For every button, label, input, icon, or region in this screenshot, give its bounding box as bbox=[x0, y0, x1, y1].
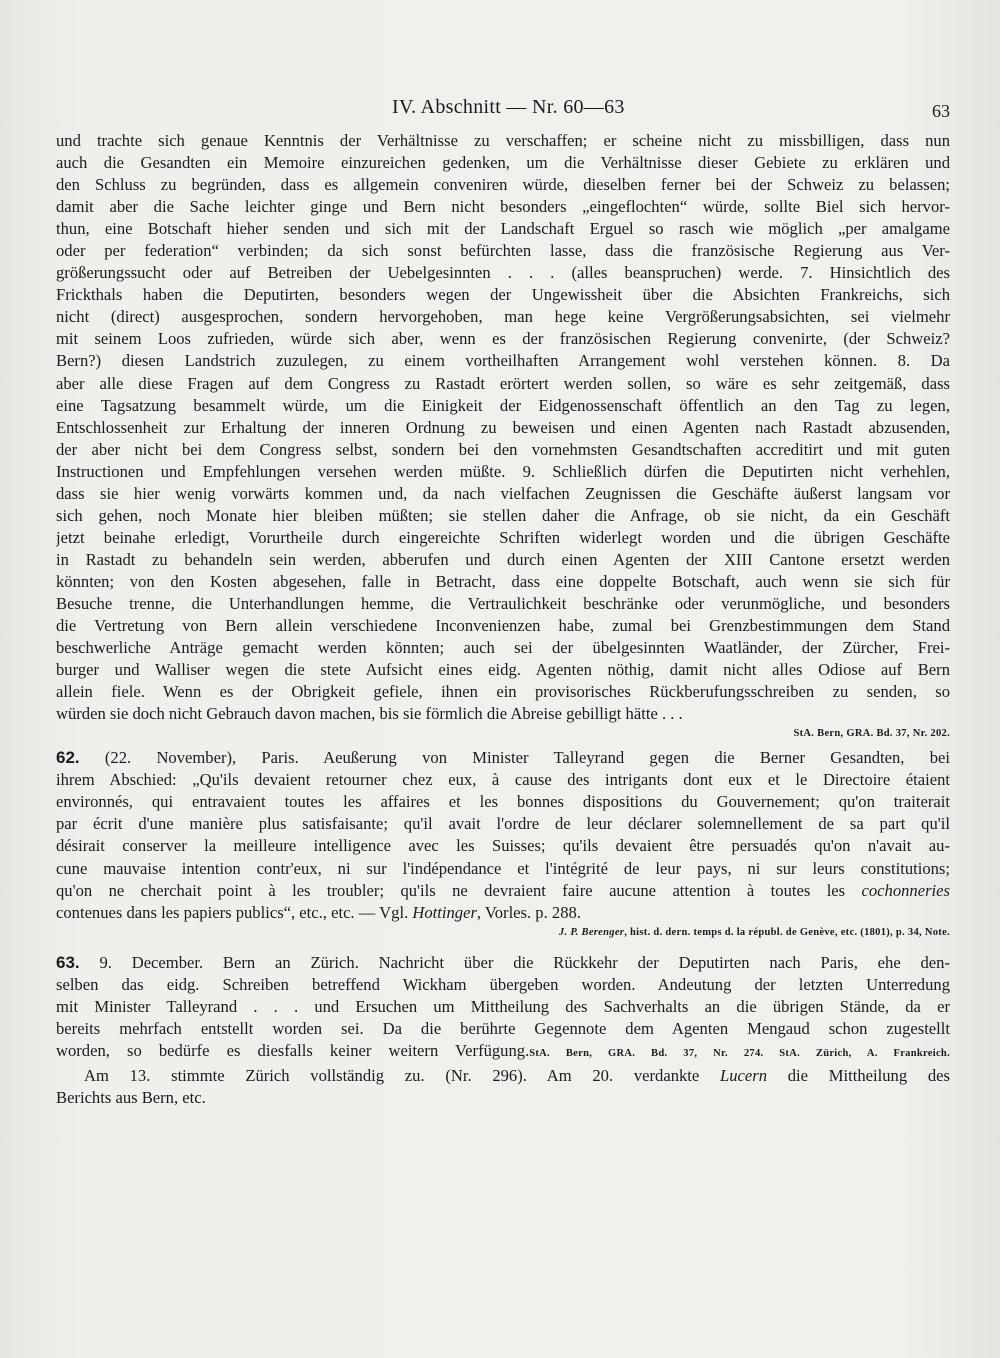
text-line: aber alle diese Fragen auf dem Congress zu Rastadt erörtert werden sollen, so wäre es sehr zeitgemäß, dass bbox=[56, 373, 950, 393]
text-line: und trachte sich genaue Kenntnis der Verhältnisse zu verschaffen; er scheine nicht zu missbilligen, dass nun bbox=[56, 131, 950, 150]
text-line: beschwerliche Anträge gemacht werden könnten; auch sei der übelgesinnten Waatländer, der Zürcher, Frei- bbox=[56, 638, 950, 658]
citation-rest: , hist. d. dern. temps d. la républ. de Genève, etc. (1801), p. 34, Note. bbox=[624, 926, 950, 938]
text-line: burger und Walliser wegen die stete Aufsicht eines eidg. Agenten nöthig, damit nicht alles Odiose auf Bern bbox=[56, 660, 950, 680]
text-body bbox=[56, 130, 950, 1109]
text-line: Entschlossenheit zur Erhaltung der inneren Ordnung zu beweisen und einen Agenten nach Rastadt abzusenden, bbox=[56, 417, 950, 437]
text-line bbox=[56, 880, 950, 902]
text-line: dass sie hier wenig vorwärts kommen und, da nach vielfachen Zeugnissen die Geschäfte äußerst langsam vor bbox=[56, 483, 950, 503]
text-line bbox=[56, 902, 950, 924]
text-fragment: contenues dans les papiers publics“, etc., etc. — Vgl. bbox=[56, 902, 413, 922]
text-line: eine Tagsatzung besammelt würde, um die Einigkeit der Eidgenossenschaft öffentlich an den Tag zu legen, bbox=[56, 395, 950, 415]
source-citation bbox=[56, 924, 950, 942]
source-citation: StA. Bern, GRA. Bd. 37, Nr. 202. bbox=[793, 728, 950, 740]
entry-text: (22. November), Paris. Aeußerung von Minister Talleyrand gegen die Berner Gesandten, bei bbox=[79, 748, 950, 768]
section-title: IV. Abschnitt — Nr. 60—63 bbox=[392, 96, 625, 118]
text-line: die Vertretung von Bern allein verschiedene Inconvenienzen habe, zumal bei Grenzbestimmungen dem Stand bbox=[56, 616, 950, 636]
text-line: könnten; von den Kosten abgesehen, falle in Betracht, dass eine doppelte Botschaft, auch wenn sie sich für bbox=[56, 571, 950, 591]
text-line: mit seinem Loos zufrieden, würde sich aber, wenn es der französischen Regierung convenirte, (der Schweiz? bbox=[56, 329, 950, 349]
text-fragment: qu'on ne cherchait point à les troubler; qu'ils ne devraient faire aucune attention à toutes les bbox=[56, 880, 862, 900]
text-line: désirait conserver la meilleure intelligence avec les Suisses; qu'ils devaient être persuadés qu'on n'avait au- bbox=[56, 836, 950, 856]
text-line bbox=[56, 747, 950, 769]
text-line bbox=[56, 1065, 950, 1087]
text-line: environnés, qui entravaient toutes les affaires et les bonnes dispositions du Gouvernement; qu'on traiterait bbox=[56, 792, 950, 812]
text-line: größerungssucht oder auf Betreiben der Uebelgesinnten . . . (alles beanspruchen) werde. 7. Hinsichtlich des bbox=[56, 263, 950, 283]
entry-number: 62. bbox=[56, 748, 80, 768]
text-line: den Schluss zu begründen, dass es allgemein conveniren würde, dieselben ferner bei der Schweiz zu belassen; bbox=[56, 175, 950, 195]
text-line: nicht (direct) ausgesprochen, sondern hervorgehoben, man hege keine Vergrößerungsabsichten, sei vielmehr bbox=[56, 307, 950, 327]
text-fragment: Am 13. stimmte Zürich vollständig zu. (Nr. 296). Am 20. verdankte bbox=[84, 1065, 720, 1085]
text-line: cune mauvaise intention contr'eux, ni sur l'indépendance et l'intégrité de leur pays, ni sur leurs constitutions; bbox=[56, 858, 950, 878]
italic-place: Lucern bbox=[720, 1065, 768, 1085]
citation-author: J. P. Berenger bbox=[558, 926, 625, 938]
italic-author: Hottinger bbox=[412, 902, 477, 922]
text-fragment: worden, so bedürfe es diesfalls keiner weitern Verfügung. bbox=[56, 1040, 530, 1060]
text-fragment: , Vorles. p. 288. bbox=[476, 902, 581, 922]
text-line: sich gehen, noch Monate hier bleiben müßten; sie stellen daher die Anfrage, ob sie nicht, da ein Geschäft bbox=[56, 505, 950, 525]
text-line: ihrem Abschied: „Qu'ils devaient retourner chez eux, à cause des intrigants dont eux et le Directoire étaient bbox=[56, 770, 950, 790]
text-line: allein fiele. Wenn es der Obrigkeit gefiele, ihnen ein provisorisches Rückberufungsschreiben zu senden, so bbox=[56, 682, 950, 702]
entry-62 bbox=[56, 747, 950, 923]
entry-number: 63. bbox=[56, 952, 80, 972]
text-line bbox=[56, 1040, 950, 1065]
text-line: par écrit d'une manière plus satisfaisante; qu'il avait l'ordre de leur déclarer solemnellement de sa part qu'il bbox=[56, 814, 950, 834]
text-line: Besuche trenne, die Unterhandlungen hemme, die Vertraulichkeit beschränke oder verunmögliche, und besonders bbox=[56, 593, 950, 613]
text-line: Frickthals haben die Deputirten, besonders wegen der Ungewissheit über die Absichten Frankreichs, sich bbox=[56, 285, 950, 305]
text-line: oder per federation“ verbinden; da sich sonst befürchten lasse, dass die französische Regierung aus Ver- bbox=[56, 241, 950, 261]
text-line bbox=[56, 952, 950, 974]
italic-term: cochonneries bbox=[861, 880, 950, 900]
text-line: Bern?) diesen Landstrich zuzulegen, zu einem vortheilhaften Arrangement wohl verstehen können. 8. Da bbox=[56, 351, 950, 371]
text-fragment: die Mittheilung des bbox=[767, 1065, 950, 1085]
text-line: Berichts aus Bern, etc. bbox=[56, 1087, 206, 1107]
text-line: mit Minister Talleyrand . . . und Ersuchen um Mittheilung des Sachverhalts an die übrigen Stände, da er bbox=[56, 996, 950, 1016]
entry-63 bbox=[56, 952, 950, 1109]
text-line: thun, eine Botschaft hieher senden und sich mit der Landschaft Erguel so rasch wie möglich „per amalgame bbox=[56, 219, 950, 239]
text-line: der aber nicht bei dem Congress selbst, sondern bei den vornehmsten Gesandtschaften accreditirt und mit guten bbox=[56, 439, 950, 459]
text-line: in Rastadt zu behandeln sein werden, abberufen und durch einen Agenten der XIII Cantone ersetzt werden bbox=[56, 549, 950, 569]
text-line: auch die Gesandten ein Memoire einzureichen gedenken, um die Verhältnisse dieser Gebiete zu erklären und bbox=[56, 153, 950, 173]
text-line: damit aber die Sache leichter ginge und Bern nicht besonders „eingeflochten“ würde, sollte Biel sich hervor- bbox=[56, 197, 950, 217]
entry-text: 9. December. Bern an Zürich. Nachricht über die Rückkehr der Deputirten nach Paris, ehe den- bbox=[79, 952, 950, 972]
text-line: würden sie doch nicht Gebrauch davon machen, bis sie förmlich die Abreise gebilligt hätte . . . bbox=[56, 704, 683, 724]
page-number: 63 bbox=[932, 101, 950, 121]
inline-source-citation: StA. Bern, GRA. Bd. 37, Nr. 274. StA. Zürich, A. Frankreich. bbox=[529, 1047, 950, 1059]
text-line: jetzt beinahe erledigt, Vorurtheile durch eingereichte Schriften widerlegt worden und die übrigen Geschäfte bbox=[56, 527, 950, 547]
continuation-paragraph bbox=[56, 130, 950, 725]
text-line: Instructionen und Empfehlungen versehen werden müßte. 9. Schließlich dürfen die Deputirten nicht verhehlen, bbox=[56, 461, 950, 481]
text-line: selben das eidg. Schreiben betreffend Wickham übergeben worden. Andeutung der letzten Unterredung bbox=[56, 974, 950, 994]
running-header bbox=[0, 96, 1000, 126]
text-line: bereits mehrfach entstellt worden sei. Da die berührte Gegennote dem Agenten Mengaud schon zugestellt bbox=[56, 1018, 950, 1038]
